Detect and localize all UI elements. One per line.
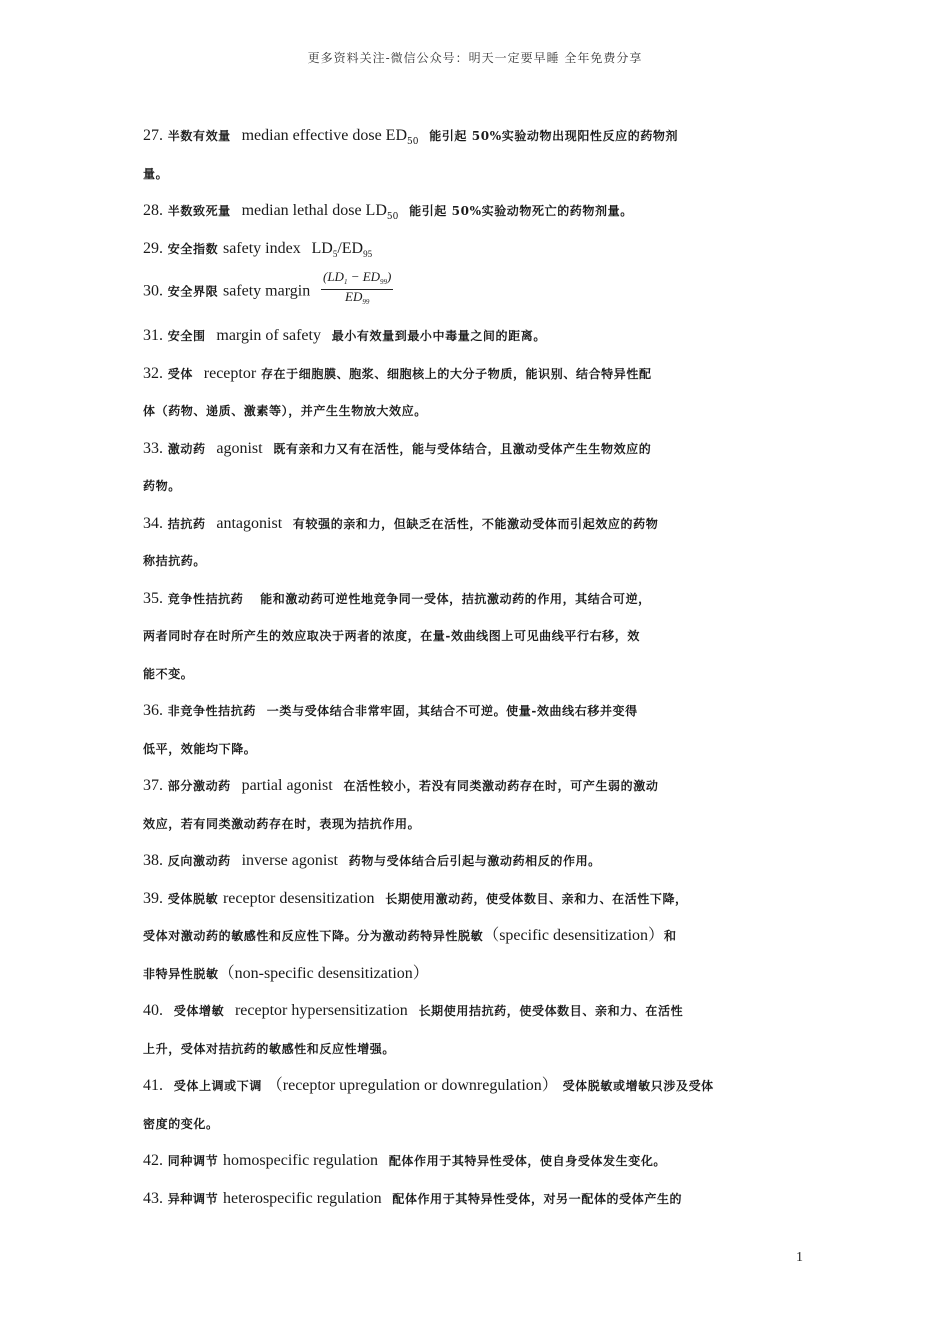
- subscript: 50: [386, 212, 399, 222]
- definition: 在活性较小，若没有同类激动药存在时，可产生弱的激动: [343, 779, 659, 793]
- term-en: inverse agonist: [241, 852, 338, 869]
- definition-continued: 称拮抗药。: [143, 554, 207, 568]
- entry-number: 27.: [143, 127, 163, 144]
- definition: 长期使用拮抗药，使受体数目、亲和力、在活性: [418, 1004, 684, 1018]
- entry-30: [143, 272, 808, 322]
- entry-31: [143, 322, 808, 360]
- term-en: median effective dose ED: [241, 127, 407, 144]
- entry-number: 38.: [143, 852, 163, 869]
- term-en: agonist: [216, 439, 263, 457]
- entry-28: [143, 197, 808, 235]
- definition-continued: 量。: [143, 166, 169, 181]
- term-en: homospecific regulation: [222, 1152, 379, 1169]
- entry-33: [143, 435, 808, 510]
- entry-37: [143, 772, 808, 847]
- term-zh: 激动药: [167, 441, 206, 456]
- formula: $LD_5/ED_{95}$: [311, 239, 373, 259]
- definition: 能引起 50%实验动物死亡的药物剂量。: [409, 204, 633, 218]
- entry-number: 33.: [143, 439, 163, 457]
- term-zh: 受体: [167, 366, 193, 381]
- definition: 最小有效量到最小中毒量之间的距离。: [331, 329, 546, 343]
- definition-continued: 非特异性脱敏: [143, 966, 219, 981]
- term-zh: 非竞争性拮抗药: [167, 704, 256, 718]
- definition: 配体作用于其特异性受体，使自身受体发生变化。: [388, 1154, 667, 1168]
- entry-43: [143, 1185, 808, 1223]
- definition: 配体作用于其特异性受体，对另一配体的受体产生的: [392, 1191, 683, 1206]
- term-zh: 安全指数: [167, 241, 219, 256]
- term-zh: 安全界限: [167, 284, 219, 299]
- entry-42: [143, 1147, 808, 1185]
- definition: 受体脱敏或增敏只涉及受体: [562, 1079, 714, 1093]
- definition-continued: 体（药物、递质、激素等），并产生生物放大效应。: [143, 404, 427, 418]
- term-en: （receptor upregulation or downregulation）: [266, 1077, 558, 1094]
- formula-numerator: $(LD_1 - ED_{99})$: [321, 272, 393, 290]
- entry-34: [143, 510, 808, 585]
- entry-number: 29.: [143, 239, 163, 257]
- definition: 既有亲和力又有在活性，能与受体结合，且激动受体产生生物效应的: [273, 441, 652, 456]
- term-zh: 受体增敏: [173, 1004, 225, 1018]
- definition: 能引起 50%实验动物出现阳性反应的药物剂: [429, 129, 679, 143]
- safety-margin-formula: [321, 272, 393, 309]
- definition: 存在于细胞膜、胞浆、细胞核上的大分子物质，能识别、结合特异性配: [260, 366, 652, 381]
- definition: 药物与受体结合后引起与激动药相反的作用。: [348, 854, 601, 868]
- entry-number: 39.: [143, 889, 163, 907]
- definition: 有较强的亲和力，但缺乏在活性，不能激动受体而引起效应的药物: [292, 516, 659, 531]
- definition-continued: 受体对激动药的敏感性和反应性下降。分为激动药特异性脱敏: [143, 929, 484, 943]
- entry-number: 43.: [143, 1189, 163, 1207]
- entry-number: 31.: [143, 327, 163, 344]
- term-en: receptor hypersensitization: [234, 1002, 408, 1019]
- definition-continued: 药物。: [143, 479, 181, 493]
- definition-continued: 能不变。: [143, 666, 194, 681]
- definition-continued: 两者同时存在时所产生的效应取决于两者的浓度，在量-效曲线图上可见曲线平行右移，效: [143, 629, 640, 643]
- term-zh: 拮抗药: [167, 516, 206, 531]
- entry-32: [143, 360, 808, 435]
- definition-continued: 效应，若有同类激动药存在时，表现为拮抗作用。: [143, 816, 421, 831]
- entry-number: 36.: [143, 702, 163, 719]
- entry-number: 28.: [143, 202, 163, 219]
- term-zh: 半数致死量: [167, 204, 231, 218]
- entry-number: 35.: [143, 589, 163, 607]
- entry-40: [143, 997, 808, 1072]
- page-header: 更多资料关注-微信公众号：明天一定要早睡 全年免费分享: [307, 51, 643, 65]
- definition: 长期使用激动药，使受体数目、亲和力、在活性下降，: [385, 891, 688, 906]
- term-zh: 同种调节: [167, 1154, 219, 1168]
- term-en: safety margin: [222, 282, 311, 300]
- term-en: partial agonist: [241, 777, 333, 794]
- term-zh: 反向激动药: [167, 854, 231, 868]
- entry-41: [143, 1072, 808, 1147]
- entry-number: 32.: [143, 364, 163, 382]
- entry-number: 37.: [143, 777, 163, 794]
- entry-35: [143, 585, 808, 698]
- entry-number: 40.: [143, 1002, 163, 1019]
- term-en: margin of safety: [216, 327, 321, 344]
- definition: 能和激动药可逆性地竞争同一受体，拮抗激动药的作用，其结合可逆，: [260, 591, 651, 606]
- term-zh: 受体脱敏: [167, 891, 219, 906]
- entry-number: 41.: [143, 1077, 163, 1094]
- term-en: receptor: [203, 364, 257, 382]
- term-zh: 安全围: [167, 329, 206, 343]
- entry-36: [143, 697, 808, 772]
- formula-denominator: $ED_{99}$: [345, 289, 370, 306]
- definition-continued: 密度的变化。: [143, 1116, 219, 1131]
- page-number: 1: [796, 1250, 803, 1265]
- term-en: median lethal dose LD: [241, 202, 387, 219]
- entry-38: [143, 847, 808, 885]
- term-en: safety index: [222, 239, 301, 257]
- entry-39: [143, 885, 808, 998]
- definition-continued: 低平，效能均下降。: [143, 741, 257, 756]
- entry-number: 34.: [143, 514, 163, 532]
- glossary-entries: [143, 122, 808, 1222]
- entry-number: 42.: [143, 1152, 163, 1169]
- entry-number: 30.: [143, 282, 163, 300]
- term-en: antagonist: [216, 514, 283, 532]
- term-en-inline: （specific desensitization）: [483, 927, 665, 944]
- term-en: heterospecific regulation: [222, 1189, 382, 1207]
- term-zh: 竞争性拮抗药: [167, 591, 244, 606]
- term-zh: 部分激动药: [167, 779, 231, 793]
- term-zh: 半数有效量: [167, 129, 231, 143]
- entry-27: [143, 122, 808, 197]
- entry-29: [143, 235, 808, 273]
- subscript: 50: [407, 137, 419, 147]
- term-zh: 受体上调或下调: [173, 1079, 262, 1093]
- definition: 一类与受体结合非常牢固，其结合不可逆。使量-效曲线右移并变得: [266, 704, 638, 718]
- term-en: receptor desensitization: [222, 889, 375, 907]
- term-en-inline: （non-specific desensitization）: [218, 964, 429, 982]
- definition-continued: 上升，受体对拮抗药的敏感性和反应性增强。: [143, 1041, 396, 1056]
- term-zh: 异种调节: [167, 1191, 219, 1206]
- definition-continued: 和: [664, 929, 677, 943]
